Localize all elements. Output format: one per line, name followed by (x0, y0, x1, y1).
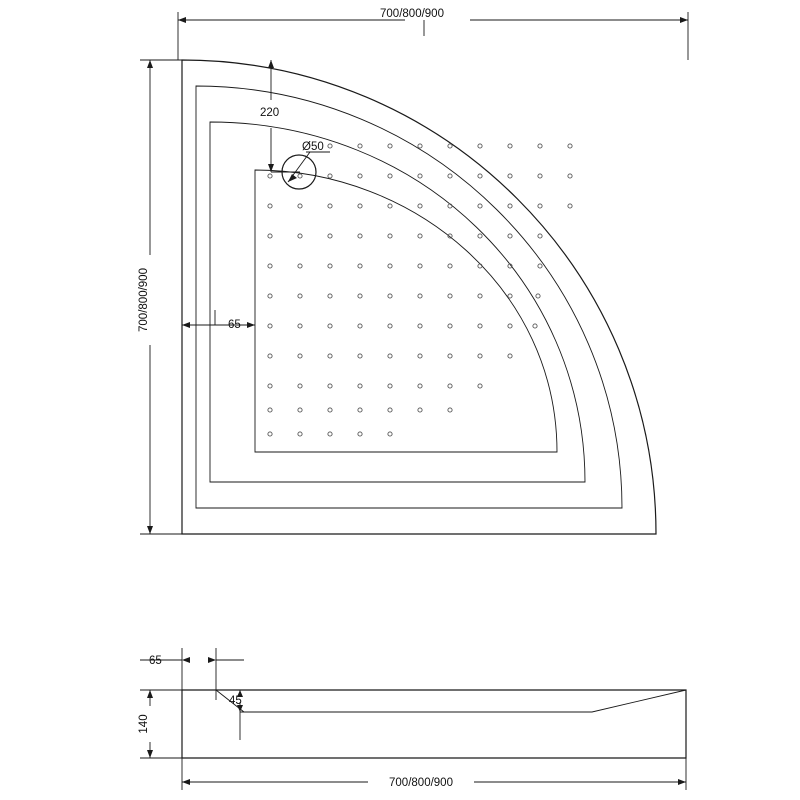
side-view (138, 648, 686, 790)
side-slope-dimension (237, 690, 275, 740)
rim-dimension-top-text: 65 (228, 319, 241, 331)
drain-diameter-text: Ø50 (302, 141, 324, 153)
tray-rim-line-2 (210, 122, 585, 482)
side-height-text: 140 (138, 714, 150, 734)
side-slope-text: 45 (229, 695, 242, 707)
side-view-outline (182, 690, 686, 758)
side-view-slope-line (216, 690, 686, 712)
side-rim-text: 65 (149, 655, 162, 667)
basin-floor-outline (255, 170, 557, 452)
top-view (138, 8, 688, 534)
anti-slip-dot-grid (268, 144, 572, 436)
top-width-text: 700/800/900 (380, 8, 444, 20)
side-width-text: 700/800/900 (389, 777, 453, 789)
left-height-text: 700/800/900 (138, 268, 150, 332)
rim-dimension-top-view (182, 310, 255, 328)
drain-offset-text: 220 (260, 107, 280, 119)
tray-rim-line-1 (196, 86, 622, 508)
